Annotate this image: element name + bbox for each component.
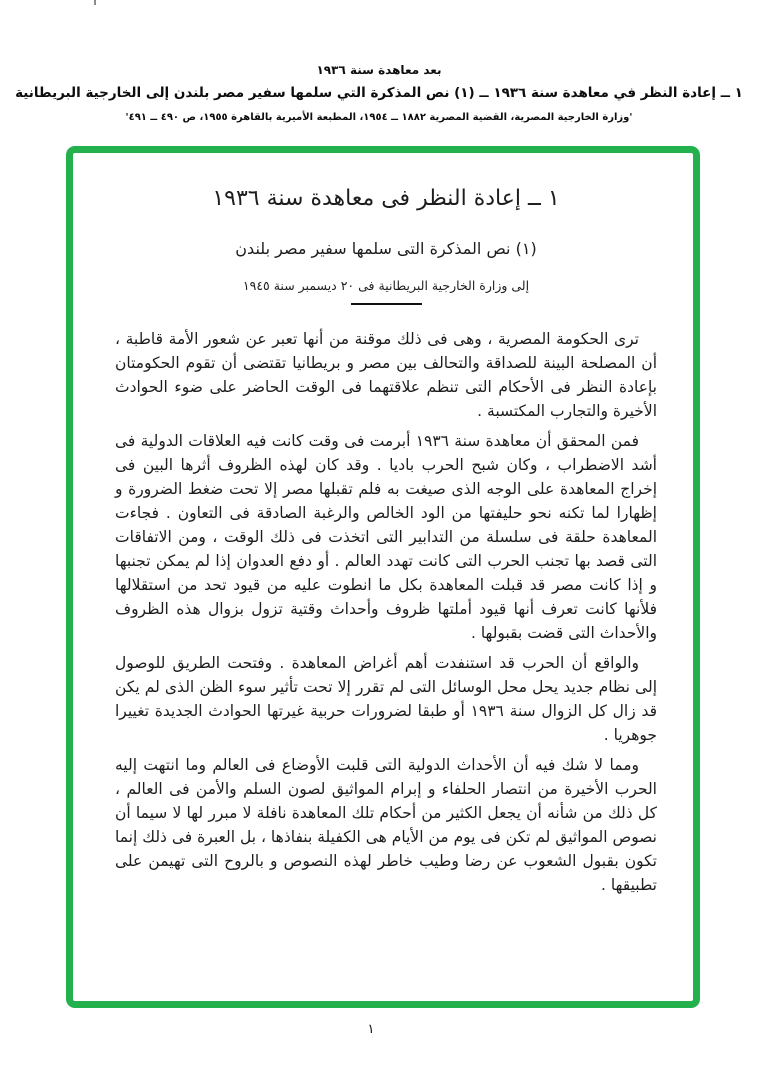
memo-heading: (١) نص المذكرة التى سلمها سفير مصر بلندن: [235, 239, 537, 258]
memo-body: [115, 327, 657, 897]
memo-title: ١ ــ إعادة النظر فى معاهدة سنة ١٩٣٦: [212, 186, 560, 211]
scanned-memo-page: [73, 183, 693, 897]
body-paragraph-4: ومما لا شك فيه أن الأحداث الدولية التى قلبت الأوضاع فى العالم وما انتهت إليه الحرب الأخيرة من انتصار الحلفاء و إبرام المواثيق لصون السلم والأمن فى العالم ، كل ذلك من شأنه أن يجعل الكثير من أحكام تلك المعاهدة نافلة لا مبرر لها لا سيما أن نصوص المواثيق لم تكن فى يوم من الأيام هى الكفيلة بنفاذها ، بل العبرة فى ذلك إنما تكون بقبول الشعوب عن رضا وطيب خاطر لهذه النصوص و بالروح التى تهيمن على تطبيقها .: [115, 756, 657, 894]
memo-subheading: إلى وزارة الخارجية البريطانية فى ٢٠ ديسمبر سنة ١٩٤٥: [242, 278, 530, 293]
entry-title: ١ ــ إعادة النظر في معاهدة سنة ١٩٣٦ ــ (١) نص المذكرة التي سلمها سفير مصر بلندن إلى الخارجية البريطانية: [15, 85, 743, 101]
running-title: بعد معاهدة سنة ١٩٣٦: [316, 63, 442, 77]
body-paragraph-3: والواقع أن الحرب قد استنفدت أهم أغراض المعاهدة . وفتحت الطريق للوصول إلى نظام جديد يحل محل الوسائل التى لم تقرر إلا تحت تأثير سوء الظن الذى لم يكن قد زال كل الزوال سنة ١٩٣٦ أو طبقا لضرورات حربية غيرتها الحوادث الجديدة تغييرا جوهريا .: [115, 654, 657, 744]
page-number: ١: [367, 1022, 375, 1037]
annotation-highlight-box: [66, 146, 700, 1008]
scan-speck: [94, 0, 96, 5]
separator-rule: [351, 303, 422, 305]
body-paragraph-1: ترى الحكومة المصرية ، وهى فى ذلك موقنة من أنها تعبر عن شعور الأمة قاطبة ، أن المصلحة البينة للصداقة والتحالف بين مصر و بريطانيا تقتضى أن تقوم الحكومتان بإعادة النظر فى الأحكام التى تنظم علاقتهما فى الوقت الحاضر على ضوء الحوادث الأخيرة والتجارب المكتسبة .: [115, 330, 657, 420]
source-citation: 'وزارة الخارجية المصرية، القضية المصرية ١٨٨٢ ــ ١٩٥٤، المطبعة الأميرية بالقاهرة ١٩٥٥، ص ٤٩٠ ــ ٤٩١': [125, 112, 633, 123]
body-paragraph-2: فمن المحقق أن معاهدة سنة ١٩٣٦ أبرمت فى وقت كانت فيه العلاقات الدولية فى أشد الاضطراب ، وكان شبح الحرب باديا . وقد كان لهذه الظروف أثرها البين فى إخراج المعاهدة على الوجه الذى صيغت به فلم تقبلها مصر إلا تحت ضغط الضرورة و إظهارا لما تكنه نحو حليفتها من الود الخالص والرغبة الصادقة فى التعاون . فجاءت المعاهدة حلقة فى سلسلة من التدابير التى اتخذت فى ذلك الوقت ، ومن الاتفاقات التى قصد بها تجنب الحرب التى كانت تهدد العالم . أو دفع العدوان إذا لم يمكن تجنبها و إذا كانت مصر قد قبلت المعاهدة بكل ما انطوت عليه من قيود تحد من استقلالها فلأنها كانت تعرف أنها قيود أملتها ظروف وأحداث وقتية تزول بزوال هذه الظروف والأحداث التى قضت بقبولها .: [115, 432, 657, 642]
